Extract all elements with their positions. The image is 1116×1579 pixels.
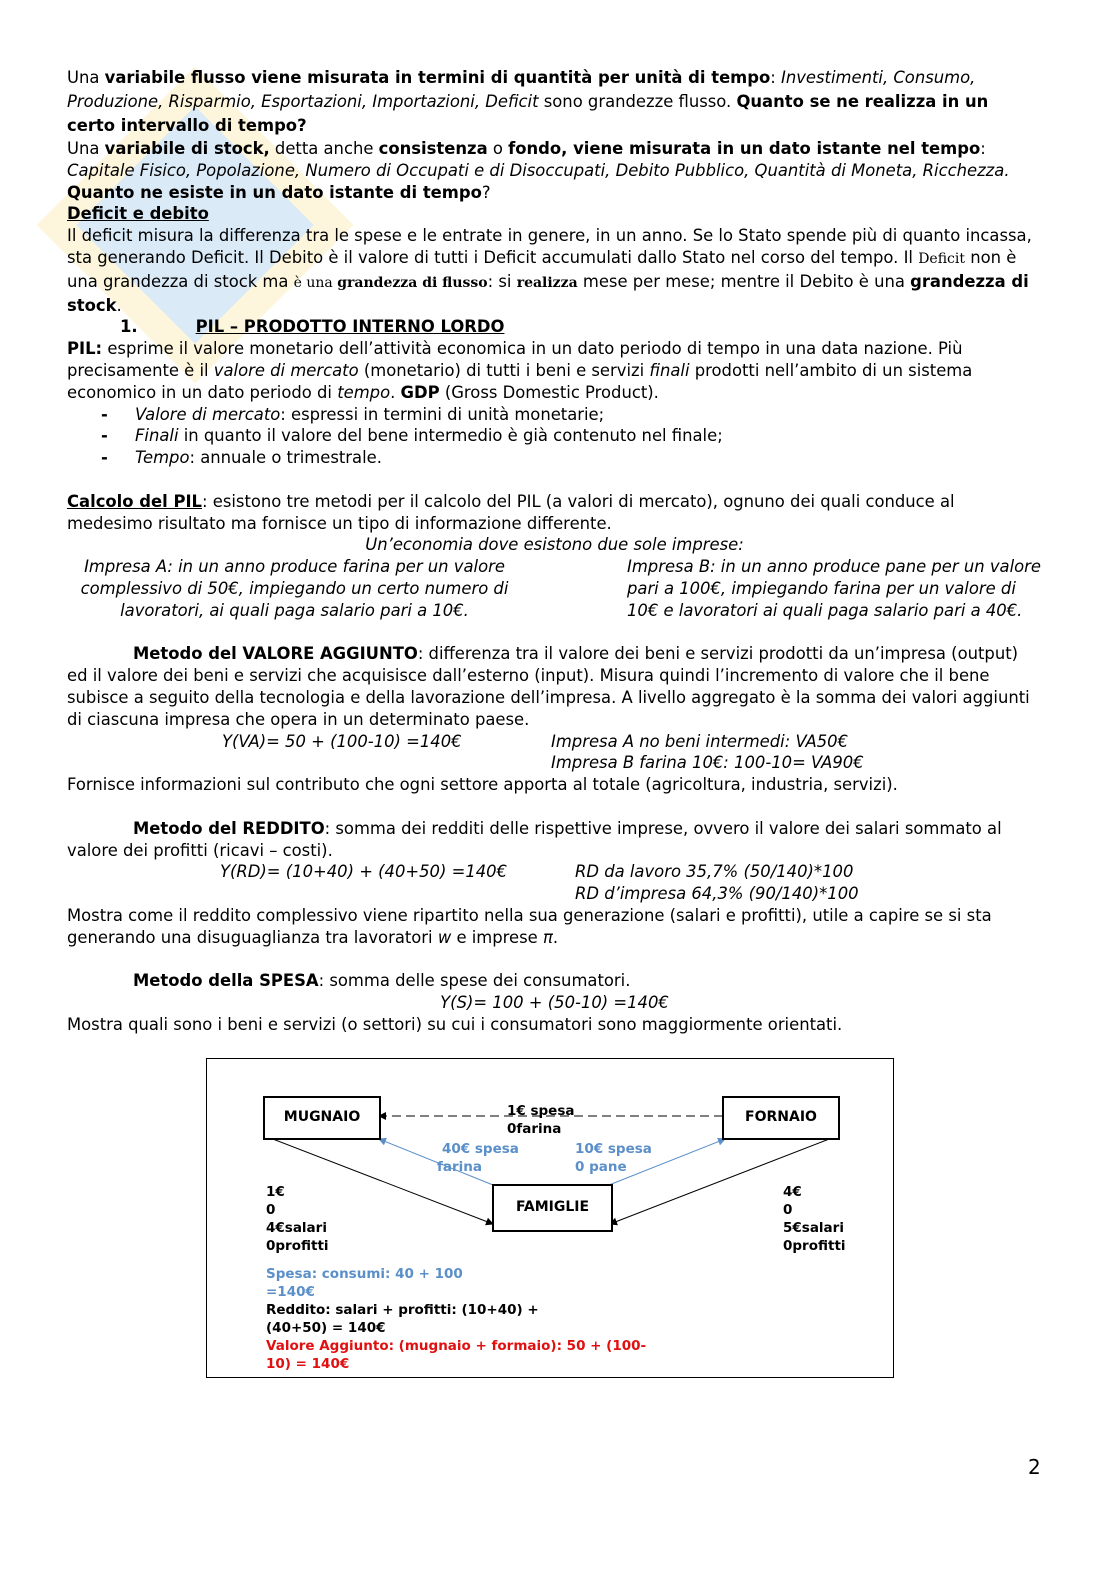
label: 4€ [783,1183,802,1200]
list-item: - Valore di mercato: espressi in termini di unità monetarie; [67,404,1042,426]
impresa-a: Impresa A: in un anno produce farina per un valore complessivo di 50€, impiegando un certo numero di lavoratori, ai quali paga salario pari a 10€. [80,557,509,620]
list-item: - Finali in quanto il valore del bene intermedio è già contenuto nel finale; [67,425,1042,447]
formula-row-va [67,731,1042,753]
label: 1€ spesa [507,1102,575,1119]
paragraph-deficit: Il deficit misura la differenza tra le spese e le entrate in genere, in un anno. Se lo Stato spende più di quanto incassa, sta generando Deficit. Il Debito è il valore di tutti i Deficit accumulati dallo Stato nel corso del tempo. Il Deficit non è una grandezza di stock ma è una grandezza di flusso: si realizza mese per mese; mentre il Debito è una grandezza di stock. [67,226,1032,315]
income-section: Metodo del REDDITO: somma dei redditi delle rispettive imprese, ovvero il valore dei salari sommato al valore dei profitti (ricavi – costi). [67,818,1002,860]
label: farina [437,1158,482,1175]
formula-row-rd [67,861,1042,883]
label: 0farina [507,1120,562,1137]
famiglie-box: FAMIGLIE [492,1184,613,1232]
section-heading: 1. PIL – PRODOTTO INTERNO LORDO [120,317,505,337]
example-companies [67,556,1042,621]
label: 0profitti [783,1237,846,1254]
formula-rd: Y(RD)= (10+40) + (40+50) =140€ [220,862,508,882]
note: RD d’impresa 64,3% (90/140)*100 [575,884,859,904]
note: RD da lavoro 35,7% (50/140)*100 [575,862,854,882]
label: (40+50) = 140€ [266,1319,386,1336]
paragraph-flow-variable: Una variabile flusso viene misurata in termini di quantità per unità di tempo: Investimenti, Consumo, Produzione, Risparmio, Esportazioni, Importazioni, Deficit sono grandezze flusso. Quanto se ne realizza in un certo intervallo di tempo? [67,68,989,135]
impresa-b: Impresa B: in un anno produce pane per un valore pari a 100€, impiegando farina per un valore di 10€ e lavoratori ai quali paga salario pari a 40€. [627,557,1041,620]
value-added-section: Metodo del VALORE AGGIUNTO: differenza tra il valore dei beni e servizi prodotti da un’impresa (output) ed il valore dei beni e servizi che acquisisce dall’esterno (input). Misura quindi l’incremento di valore che il bene subisce a seguito della tecnologia e della lavorazione dell’impresa. A livello aggregato è la somma dei valori aggiunti di ciascuna impresa che opera in un determinato paese. [67,644,1030,729]
formula-va: Y(VA)= 50 + (100-10) =140€ [222,731,462,751]
formula-row-rd-2 [67,883,1042,905]
spending-section: Metodo della SPESA: somma delle spese dei consumatori. [133,971,631,991]
label: 10€ spesa [575,1140,652,1157]
bullet-list [67,404,1042,469]
label: 0 [783,1201,793,1218]
label: 0 [266,1201,276,1218]
va-info: Fornisce informazioni sul contributo che ogni settore apporta al totale (agricoltura, industria, servizi). [67,775,898,795]
formula-row-va-2 [67,752,1042,774]
heading-deficit-debito: Deficit e debito [67,204,209,224]
label: 10) = 140€ [266,1355,350,1372]
label: Valore Aggiunto: (mugnaio + formaio): 50 + (100- [266,1337,647,1354]
label: Spesa: consumi: 40 + 100 [266,1265,463,1282]
label: =140€ [266,1283,315,1300]
label: 0profitti [266,1237,329,1254]
fornaio-box: FORNAIO [722,1096,840,1140]
note: Impresa A no beni intermedi: VA50€ [551,731,849,751]
example-intro: Un’economia dove esistono due sole imprese: [365,535,744,555]
note: Impresa B farina 10€: 100-10= VA90€ [551,753,864,773]
label: Reddito: salari + profitti: (10+40) + [266,1301,539,1318]
mugnaio-box: MUGNAIO [263,1096,381,1140]
label: 5€salari [783,1219,844,1236]
label: 0 pane [575,1158,627,1175]
document-body [67,66,1042,1378]
paragraph-stock-variable: Una variabile di stock, detta anche consistenza o fondo, viene misurata in un dato istante nel tempo: Capitale Fisico, Popolazione, Numero di Occupati e di Disoccupati, Debito Pubblico, Quantità di Moneta, Ricchezza. Quanto ne esiste in un dato istante di tempo? [67,139,1010,202]
rd-info: Mostra come il reddito complessivo viene ripartito nella sua generazione (salari e profitti), utile a capire se si sta generando una disuguaglianza tra lavoratori w e imprese π. [67,905,992,947]
label: 40€ spesa [442,1140,519,1157]
label: 4€salari [266,1219,327,1236]
spesa-info: Mostra quali sono i beni e servizi (o settori) su cui i consumatori sono maggiormente orientati. [67,1014,843,1034]
circular-flow-diagram [206,1058,894,1378]
page-number: 2 [1028,1455,1041,1479]
paragraph-calcolo: Calcolo del PIL: esistono tre metodi per il calcolo del PIL (a valori di mercato), ognuno dei quali conduce al medesimo risultato ma fornisce un tipo di informazione differente. [67,491,955,533]
formula-spesa: Y(S)= 100 + (50-10) =140€ [440,993,669,1013]
paragraph-pil: PIL: esprime il valore monetario dell’attività economica in un dato periodo di tempo in una data nazione. Più precisamente è il valore di mercato (monetario) di tutti i beni e servizi finali prodotti nell’ambito di un sistema economico in un dato periodo di tempo. GDP (Gross Domestic Product). [67,339,973,402]
label: 1€ [266,1183,285,1200]
list-item: - Tempo: annuale o trimestrale. [67,447,1042,469]
